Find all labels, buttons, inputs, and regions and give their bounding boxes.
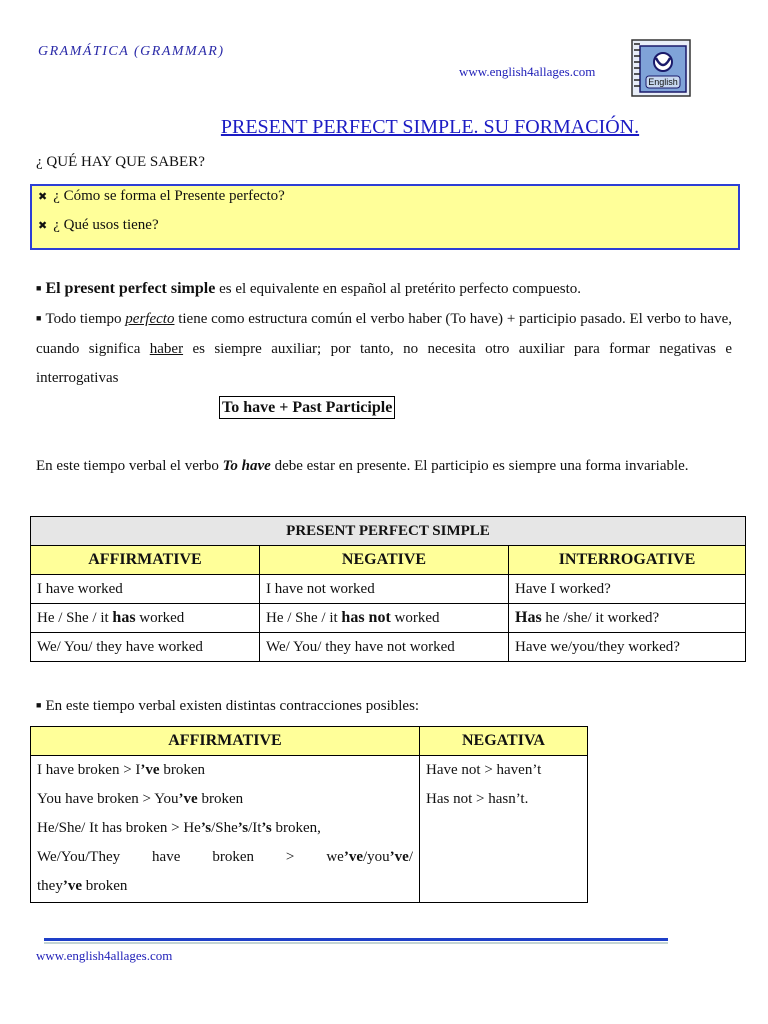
column-header: AFFIRMATIVE: [31, 727, 420, 756]
square-bullet-icon: ■: [36, 700, 42, 710]
question-item: ✖ ¿ Cómo se forma el Presente perfecto?: [38, 188, 285, 204]
to-have-paragraph: En este tiempo verbal el verbo To have debe estar en presente. El participio es siempre una forma invariable.: [36, 458, 689, 474]
column-header: INTERROGATIVE: [509, 546, 746, 575]
questions-box: [30, 184, 740, 250]
x-bullet-icon: ✖: [38, 220, 48, 232]
footer-divider: [44, 938, 668, 941]
saber-heading: ¿ QUÉ HAY QUE SABER?: [36, 154, 205, 170]
x-bullet-icon: ✖: [38, 191, 48, 203]
column-header: NEGATIVA: [420, 727, 588, 756]
logo-text: English: [648, 77, 678, 87]
footer-divider-shadow: [44, 942, 668, 944]
table-row: I have worked I have not worked Have I worked?: [31, 575, 746, 604]
footer-url-link[interactable]: www.english4allages.com: [36, 948, 173, 963]
table-row: He / She / it has worked He / She / it has not worked Has he /she/ it worked?: [31, 604, 746, 633]
intro-paragraph: ■ El present perfect simple es el equivalente en español al pretérito perfecto compuesto.: [36, 280, 582, 297]
english-logo: [628, 38, 694, 100]
negative-contractions: Have not > haven’t Has not > hasn’t.: [420, 756, 588, 903]
page-title: PRESENT PERFECT SIMPLE. SU FORMACIÓN.: [220, 116, 640, 138]
column-header: NEGATIVE: [260, 546, 509, 575]
column-header: AFFIRMATIVE: [31, 546, 260, 575]
question-item: ✖ ¿ Qué usos tiene?: [38, 217, 159, 233]
affirmative-contractions: I have broken > I’ve broken You have broken > You’ve broken He/She/ It has broken > He’s/She’s/It’s broken, We/You/They have broken > we’ve/you’ve/ they’ve broken: [31, 756, 420, 903]
table-row: We/ You/ they have worked We/ You/ they have not worked Have we/you/they worked?: [31, 633, 746, 662]
header-category: GRAMÁTICA (GRAMMAR): [38, 44, 225, 59]
square-bullet-icon: ■: [36, 313, 42, 323]
conjugation-table: [30, 516, 746, 662]
structure-paragraph: ■ Todo tiempo perfecto tiene como estructura común el verbo haber (To have) + participio pasado. El verbo to have, cuando significa haber es siempre auxiliar; por tanto, no necesita otro auxiliar para formar negativas e interrogativas: [36, 311, 732, 386]
contractions-table: [30, 726, 588, 903]
contractions-intro: ■ En este tiempo verbal existen distintas contracciones posibles:: [36, 698, 420, 714]
header-url-link[interactable]: www.english4allages.com: [459, 64, 596, 79]
table-title: PRESENT PERFECT SIMPLE: [31, 517, 746, 546]
square-bullet-icon: ■: [36, 283, 42, 293]
table-row: [31, 756, 588, 903]
formula-box: To have + Past Participle: [219, 396, 395, 419]
